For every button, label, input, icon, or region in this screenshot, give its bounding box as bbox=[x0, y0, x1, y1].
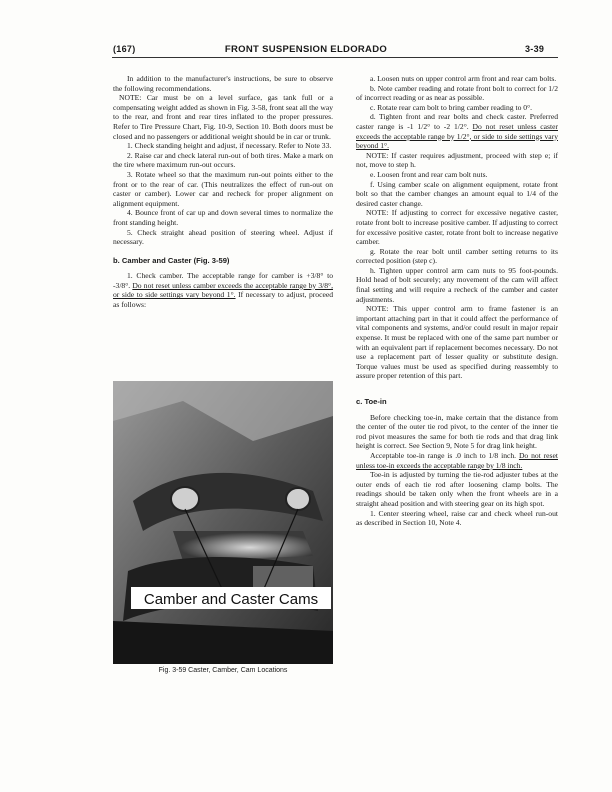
figure-caption: Fig. 3-59 Caster, Camber, Cam Locations bbox=[158, 667, 288, 674]
front-cam-bolt bbox=[171, 487, 199, 511]
note-fastener: NOTE: This upper control arm to frame fastener is an important attaching part in that it could affect the performance of vital components and systems, and/or could result in major repair expense. It must be replaced with one of the same part number or with an equivalent part if replacement becomes necessary. Do not use a replacement part of lesser quality or substitute design. Torque values must be used as specified during reassembly to assure proper retention of this part. bbox=[356, 304, 558, 381]
note-adjusting: NOTE: If adjusting to correct for excessive negative caster, rotate front bolt to increase positive camber. If adjusting to correct for excessive positive caster, rotate front bolt to increase negative camber. bbox=[356, 208, 558, 247]
note-caster: NOTE: If caster requires adjustment, proceed with step e; if not, move to step h. bbox=[356, 150, 558, 170]
figure-photo bbox=[113, 381, 333, 664]
figure-label: Camber and Caster Cams bbox=[143, 591, 319, 608]
rear-cam-bolt bbox=[286, 488, 310, 510]
page-reference: (167) bbox=[113, 44, 136, 54]
toe-in-paragraph-2 bbox=[356, 451, 558, 470]
toe-limit-text: Do not reset unless toe-in exceeds the acceptable range by 1/8 inch. bbox=[356, 450, 558, 470]
header-rule bbox=[112, 57, 558, 58]
toe-in-paragraph-3: Toe-in is adjusted by turning the tie-rod adjuster tubes at the outer ends of each tie rod after loosening clamp bolts. The readings should be taken only when the front wheels are in a straight ahead position and with steering gear on its high spot. bbox=[356, 470, 558, 508]
step-d bbox=[356, 112, 558, 150]
right-column bbox=[356, 74, 558, 528]
caster-limit-text: Do not reset unless caster exceeds the acceptable range by 1/2°, or side to side settings vary beyond 1°. bbox=[356, 121, 558, 151]
step-f: f. Using camber scale on alignment equipment, rotate front bolt so that the camber changes an amount equal to 1/4 of the desired caster change. bbox=[356, 179, 558, 208]
camber-text: 1. Check camber. The acceptable range for camber is +3/8° to -3/8°. bbox=[113, 271, 333, 290]
toe-range-text: Acceptable toe-in range is .0 inch to 1/8 inch. bbox=[370, 450, 519, 460]
step-g: g. Rotate the rear bolt until camber setting returns to its corrected position (step c). bbox=[356, 246, 558, 266]
page-number: 3-39 bbox=[525, 44, 545, 54]
step-3: 3. Rotate wheel so that the maximum run-out points either to the front or to the rear of car. (This neutralizes the effect of run-out on caster or camber). Lower car and recheck for proper alignment on alignment equipment. bbox=[113, 169, 333, 208]
camber-step-1 bbox=[113, 271, 333, 309]
step-2: 2. Raise car and check lateral run-out of both tires. Make a mark on the tire where maximum run-out occurs. bbox=[113, 150, 333, 170]
step-b: b. Note camber reading and rotate front bolt to correct for 1/2 of incorrect reading or as near as possible. bbox=[356, 83, 558, 103]
intro-paragraph: In addition to the manufacturer's instructions, be sure to observe the following recommendations. bbox=[113, 74, 333, 93]
step-a: a. Loosen nuts on upper control arm front and rear cam bolts. bbox=[370, 74, 557, 83]
step-e: e. Loosen front and rear cam bolt nuts. bbox=[370, 169, 488, 179]
step-c: c. Rotate rear cam bolt to bring camber reading to 0°. bbox=[370, 102, 533, 112]
step-1: 1. Check standing height and adjust, if necessary. Refer to Note 33. bbox=[127, 141, 332, 151]
heading-camber-caster: b. Camber and Caster (Fig. 3-59) bbox=[113, 255, 230, 265]
toe-in-paragraph-1: Before checking toe-in, make certain that the distance from the center of the outer tie rod pivot, to the center of the inner tie rod pivot measures the same for both tie rods and that drag link height is correct. See Section 9, Note 5 for drag link height. bbox=[356, 412, 558, 451]
toe-in-step-1: 1. Center steering wheel, raise car and check wheel run-out as described in Section 10, Note 4. bbox=[356, 508, 558, 528]
page-title: FRONT SUSPENSION ELDORADO bbox=[224, 44, 388, 55]
spring-housing bbox=[173, 531, 313, 561]
camber-proceed-text: If necessary to adjust, proceed as follows: bbox=[113, 290, 333, 310]
step-h: h. Tighten upper control arm cam nuts to 95 foot-pounds. Hold head of bolt securely; any movement of the cam will affect final setting and will require a recheck of the camber and caster adjustments. bbox=[356, 265, 558, 304]
heading-toe-in: c. Toe-in bbox=[356, 397, 387, 406]
step-4: 4. Bounce front of car up and down several times to normalize the front standing height. bbox=[113, 208, 333, 227]
camber-limit-text: Do not reset unless camber exceeds the acceptable range by 3/8°, or side to side settings vary beyond 1°. bbox=[113, 280, 333, 300]
caster-text: d. Tighten front and rear bolts and check caster. Preferred caster range is -1 1/2° to -2 1/2°. bbox=[356, 112, 558, 131]
note-level-surface: NOTE: Car must be on a level surface, gas tank full or a compensating weight added as shown in Fig. 3-58, front seat all the way to the rear, and front and rear tires inflated to the proper pressures. Refer to Tire Pressure Chart, Fig. 10-9, Section 10. Both doors must be closed and no passengers or additional weight should be in car or trunk. bbox=[113, 93, 333, 141]
step-5: 5. Check straight ahead position of steering wheel. Adjust if necessary. bbox=[113, 227, 333, 247]
left-column bbox=[113, 74, 333, 310]
